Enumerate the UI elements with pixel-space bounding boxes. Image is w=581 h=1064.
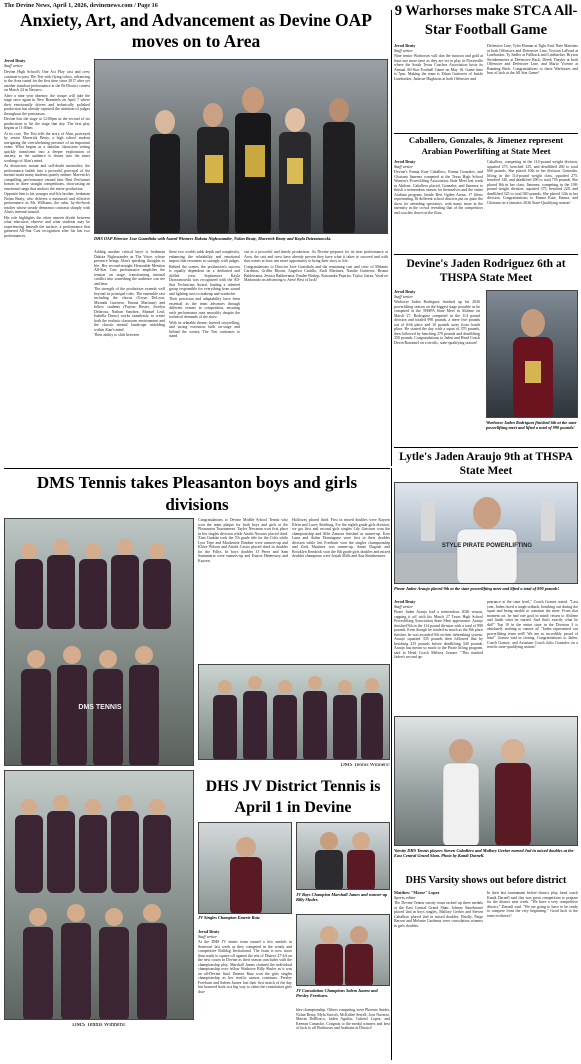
rodriguez-headline: Devine's Jaden Rodriguez 6th at THSPA State Meet xyxy=(406,258,566,284)
lytle-col2: pearance at the state level," Coach Gomez stated. "Last year, Jaden faced a tough setback, bombing out during the squat and being unable to continue the meet. From that moment on, he had one goal in mind: return to Abilene and finish what he started. And that's exactly what he did!" Top 10 in the entire state in the Division 3 is absolutely nothing to sneeze at! "Jaden represented our powerlifting team well! We are so incredibly proud of him!" Gomez said in closing. Congratulations to Jaden, Coach Gomez, and Assistant Coach Julio Gonzales on a terrific state-qualifying season! xyxy=(487,600,578,649)
jv-byline-name: Jerod Beaty xyxy=(198,930,220,934)
lytle-caption: Pirate Jaden Araujo placed 9th at the state powerlifting meet and lifted a total of 890 pounds! xyxy=(394,586,560,591)
oap-headline: Anxiety, Art, and Advancement as Devine OAP moves on to Area xyxy=(20,10,372,51)
jv-conso-figures xyxy=(297,915,390,986)
jv-singles-caption: JV Singles Champion Emerie Ruiz xyxy=(198,915,260,920)
powerlift-col2: Caballero, competing in the 114-pound weight division, squatted 275, benched 125, and deadlifted 260 to total 660 pounds. She placed 10th in her division. Gonzales, lifting in the 114-pound weight class, squatted 275, benched 140, and deadlifted 290 to total 705 pounds. She placed 8th in her class. Jimenez, competing in the 198-pound weight division, squatted 375, benched 220, and deadlifted 325 to total 920 pounds. She placed 12th in her division. Congratulations to Emma Kate, Emma, and Gloriana on a fantastic 2026 State-Qualifying season! xyxy=(487,160,578,205)
section-divider xyxy=(394,133,578,134)
oap-group-figures xyxy=(95,60,388,234)
warhorses-byline xyxy=(394,44,483,54)
lytle-col1: Pirate Jaden Araujo had a tremendous 2026 season, capping it off with his March 27 Texas High School Powerlifting Association State Meet appearance. Araujo finished 9th in the 114 pound division with a total of 890 pounds. Even though he totaled as much as the 8th place finisher, he was awarded 9th on their tiebreaking system. Araujo squatted 335 pounds then followed that by benching 215 pounds before deadlifting 340 pounds. Araujo has meant so much to the Pirate lifting program, said to Head Coach Melissa Gomez. "This marked Jaden's second ap- xyxy=(394,610,483,659)
varsity-col1: The Devine Tennis varsity team racked up three medals at the East Central Grand Slam. Johnny Stinebrener placed 2nd in boys singles, Mallory Gerber and Steven Caballero placed 2nd in mixed doubles. Finally, Paige Barron and Melanie Cardenas were consolation winners in girls doubles. xyxy=(394,901,483,928)
powerlift-col1: Devine's Emma Kate Caballero, Emma Gonzales, and Gloriana Jimenez competed at the Texas High School Women's Powerlifting Association State Meet last week in Abilene. Caballero placed, Gonzales, and Jimenez to finish a tremendous season for themselves and the entire Arabian program. Inside Bert Ogden Arena, 17 lifters representing 36 different school districts put on quite the show for attending spectators, with many more in the intensity in the crowd revealing that of the competitors and coaches down on the floor. xyxy=(394,170,483,215)
tennis-team-figures-1 xyxy=(5,519,194,766)
warhorses-col2: Defensive Line, Tyler Homan at Tight End, Nate Martinez at both Offensive and Defensive Line, Tryston LaFond at Linebacker, Ty Sadler at Fullback and Linebacker, Bryson Strinkenmeier at Defensive Back, Derek Thayler at both Offensive and Defensive Line, and Mario Vicente at Running Back. Congratulations to these Warhorses and best of luck at the All Star Game! xyxy=(487,44,578,75)
column-divider xyxy=(391,10,392,466)
jv-singles-figure xyxy=(199,823,292,914)
powerlift-byline-name: Jerod Beaty xyxy=(394,160,416,164)
varsity-col2: In their last tournament before district play, head coach Kandi Darnell said this was great competition to prepare for the district next week. "We have a very competitive district," Darnell said. "We are going to have to be ready to compete from the very beginning." Good luck to the team in district! xyxy=(487,891,578,918)
column-divider xyxy=(391,468,392,1060)
lytle-headline: Lytle's Jaden Araujo 9th at THSPA State Meet xyxy=(399,451,573,477)
warhorses-headline: 9 Warhorses make STCA All-Star Football Game xyxy=(394,3,578,38)
section-divider xyxy=(394,447,578,448)
lytle-byline xyxy=(394,600,483,610)
tennis-col2: Holloway placed third. First in mixed doubles were Kaysen Klein and Lacey Stiteburg. For the eighth grade girls division, we got first and second girls singles Lily Garrison won the championship and Allie Zamora finished as runner-up. Ezra Luna and Aiden Dominguez were first in their doubles division while Jett Freeburn won the singles championship and Zack Martinez was runner-up. Annie Dugosh and Brooklyn Kendrick won the 8th grade girls doubles and mixed doubles champions were Josiah Mills and Ana Steinbrenner. xyxy=(292,518,390,558)
jv-col2: bles championship. Others competing were Phoenix Snider, Nolan Beaty, Myla Sarcoli, McKallee Serrell, Jose Navarro, Martin DelBosco, Jaden Aguilar, Gabriel Lopez, and Keenan Camacho. Congrats to the medal winners and best of luck to all Warhorses and Arabians at District! xyxy=(296,1008,390,1030)
oap-col3: these two worlds adds depth and complexity, enhancing the relatability and emotional impact that resonates so strongly with judges. Behind the scenes, the production's success is equally dependent on a dedicated and skilled crew. Sophomore Kayla Dziezanowski was recognized with the All-Star Technician Award, leading a talented group responsible for everything from sound and lighting cues to makeup and wardrobe. Their precision and adaptability have been essential as the team advances through different venues in competition, ensuring each performance runs smoothly despite the technical demands of the show. With its relatable theme, layered storytelling, and strong execution both on-stage and behind the scenes, The Test continues to stand xyxy=(169,250,240,338)
tennis-photo-1 xyxy=(4,518,194,766)
tennis-photo-3 xyxy=(4,770,194,1020)
jv-conso-photo xyxy=(296,914,390,986)
oap-col4: out as a powerful and timely production. As Devine prepares for its next performance at Area, the cast and crew have already proven they have what it takes to succeed and with that comes at least one more opportunity to bring their story to life. Congratulations to Director Jose Guardiola and the remaining cast and crew of Melanie Cardenas, Griffin Bloom, Angelica Castillo, Zack Martinez, Natalie Gutierrez, Briana Balderrama, Jessica Balderrama, Emilee Bishop, Kassandra Pajarito, Taylor Garza, VeraLee Madonado on advancing to Area! Best of luck! xyxy=(244,250,388,282)
varsity-headline: DHS Varsity shows out before district xyxy=(405,875,567,886)
rodriguez-caption: Warhorse Jaden Rodriguez finished 6th at the state powerlifting meet and lifted a total of 990 pounds! xyxy=(486,420,577,430)
varsity-photo xyxy=(394,716,578,846)
warhorses-col1: Nine senior Warhorses will don the maroon and gold at least one more time as they are set to play in Floresville where the South Texas Coaches Association hosts its Annual All-Star Football Game on May 16. Game time is 7pm. Making the team is Ethan Gutierrez of Inside Linebacker, Jadacae Hughston at both Offensive and xyxy=(394,54,483,81)
rodriguez-byline xyxy=(394,290,480,300)
oap-photo xyxy=(94,59,388,234)
jv-boys-photo xyxy=(296,822,390,890)
tennis-col1: Congratulations to Devine Middle School Tennis who won the team plaque for both boys and girls at the Pleasanton Tournament. Taylor Newman won first place in her singles division while Analis Navarro placed third. Xian Gudoke took the 7th grade title for the Colts while Lyra Tepe and Mackenzie Bindner were runners-up and Khloe Wilson and Aitalis Castro placed third in doubles for the Fillys. In boys doubles JJ Perez and Sam Santamaria were runners-up and Easton Hennessey and Kaysen xyxy=(198,518,288,563)
varsity-byline xyxy=(394,891,483,901)
lytle-figure xyxy=(395,483,578,584)
jersey-text: DMS TENNIS xyxy=(78,704,122,711)
warhorses-byline-name: Jerod Beaty xyxy=(394,44,416,48)
oap-byline-role: Staff writer xyxy=(4,62,23,68)
tennis-team-figures-2 xyxy=(199,665,390,760)
jv-boys-caption: JV Boys Champion Marshall James and runner-up Billy Shuler. xyxy=(296,892,388,902)
jv-byline xyxy=(198,930,292,940)
tshirt-text: STYLE PIRATE POWERLIFTING xyxy=(441,543,533,549)
tennis-photo-2 xyxy=(198,664,390,760)
tennis-caption-1: DMS Tennis Winners! xyxy=(340,763,390,768)
rodriguez-photo xyxy=(486,290,578,418)
oap-byline-name: Jerod Beaty xyxy=(4,59,26,63)
lytle-byline-role: Staff writer xyxy=(394,603,413,609)
jv-col1: At the DHS JV tennis team earned a few medals in Somerset last week as they competed in the windy and competitive Bulldog Invitational. The team is now more than ready to square off against the rest of District 27-4A on the new courts in Devine as their season concludes with the championship play. Marshall James claimed the individual championship over fellow Warhorse Billy Shuler as it was an all-Devine final. Emmie Ruiz won the girls singles championship as her terrific season continues. Presley Freeburn and Saleen Juarez lost their first match of the day but bounced back in a big way to claim the consolation girls dou- xyxy=(198,940,292,994)
tennis-caption-2: DMS Tennis Winners! xyxy=(72,1023,126,1028)
page-header: The Devine News, April 1, 2026, devinenews.com / Page 16 xyxy=(4,2,158,9)
oap-photo-caption: DHS OAP Director Jose Guardiola with Award Winners Dakota Nighswander, Nolan Beaty, Maverick Beaty and Kayla Dziezanowski. xyxy=(94,236,332,241)
jv-singles-photo xyxy=(198,822,292,914)
powerlift-headline: Caballero, Gonzales, & Jimenez represent Arabian Powerlifting at State Meet xyxy=(408,135,564,156)
rodriguez-body: Warhorse Jaden Rodriguez finished up his 2026 powerlifting season on the biggest stage possible as he competed at the THSPA State Meet in Abilene on March 27. Rodriguez competed in the 114 pound division and totaled 990 pounds, a mere five pounds out of fifth place and 10 pounds away from fourth place. He started the day with a squat of 370 pounds, then followed by benching 270 pounds and deadlifting 350 pounds. Congratulations to Jaden and Head Coach Devin Rotramel on a terrific, state-qualifying season! xyxy=(394,300,480,345)
varsity-caption: Varsity DHS Tennis players Steven Caballero and Mallory Gerber earned 2nd in mixed doubles at the East Central Grand Slam. Photo by Kandi Darnell. xyxy=(394,848,574,858)
oap-col1: Devine High School's One Act Play cast and crew continue to pass The Test with flying colors, advancing to the Area round for the first time since 2017 after yet another standout performance at the Bi-District contest on March 24 in Navarro. After a nine year absence, the troupe will take the stage once again in New Braunfels on April 7 where their emotionally driven and technically polished production has already captured the attention of judges throughout the postseason. Devine hits the stage at 12:00pm as the second of six productions to hit the stage that day. The first play begins at 11:00am. At its core, The Test tells the story of Alan, portrayed by senior Maverick Beaty, a high school student navigating the overwhelming pressure of an important exam. What begins as a familiar classroom setting quickly transforms into a deeper exploration of anxiety, as the audience is drawn into the inner workings of Alan's mind. As distractors mount and self-doubt intensifies, the performance builds into a powerful portrayal of the mental strain many students quietly endure. Maverick's compelling performance earned him Best Performer honors in three straight competitions, showcasing an emotional range that anchors the entire production. Opposite him is his younger real-life brother, freshman Nolan Beaty, who delivers a measured and effective performance as Mr. Williams, the calm, by-the-book teacher whose steady demeanor contrasts sharply with Alan's internal turmoil. His role highlights the often unseen divide between what educators observe and what students may be experiencing beneath the surface, a performance that garnered All-Star Cast recognition after his last two performances. xyxy=(4,70,90,238)
oap-byline xyxy=(4,59,90,70)
jv-conso-caption: JV Consolation Champions Salem Juarez and Presley Freeburn. xyxy=(296,988,378,998)
rodriguez-figure xyxy=(487,291,578,418)
varsity-byline-role: Sports editor xyxy=(394,894,416,900)
tennis-headline: DMS Tennis takes Pleasanton boys and girls divisions xyxy=(36,473,358,514)
lytle-byline-name: Jerod Beaty xyxy=(394,600,416,604)
jv-boys-figures xyxy=(297,823,390,890)
powerlift-byline xyxy=(394,160,483,170)
warhorses-byline-role: Staff writer xyxy=(394,47,413,53)
varsity-byline-name: Matthew "Moose" Lopez xyxy=(394,891,440,895)
powerlift-byline-role: Staff writer xyxy=(394,163,413,169)
varsity-figures xyxy=(395,717,578,846)
section-divider xyxy=(4,468,390,469)
section-divider xyxy=(394,254,578,255)
rodriguez-byline-role: Staff writer xyxy=(394,293,413,299)
jv-byline-role: Staff writer xyxy=(198,933,217,939)
jv-headline: DHS JV District Tennis is April 1 in Devine xyxy=(205,778,381,816)
rodriguez-byline-name: Jerod Beaty xyxy=(394,290,416,294)
oap-col2: Adding another critical layer is freshman Dakota Nighswander as The Voice, whose presence brings Alan's spiraling thoughts to life. Her second-straight Honorable Mention All-Star Cast performance amplifies the tension on stage, transforming internal conflict into something the audience can see and hear. The strength of the production extends well beyond its principal roles. The ensemble cast including the chorus (Gwyn DeLeon, Miranda Guerrero, Emma Martinez) and fellow students (Payton Hester, Jocelyn Delarosa, Nathan Sanchez, Manuel Leal, Isabella Durso) works seamlessly to create both the realistic classroom environment and the chaotic mental landscape unfolding within Alan's mind. Their ability to shift between xyxy=(94,250,165,337)
tennis-team-figures-3 xyxy=(5,771,194,1020)
lytle-photo xyxy=(394,482,578,584)
